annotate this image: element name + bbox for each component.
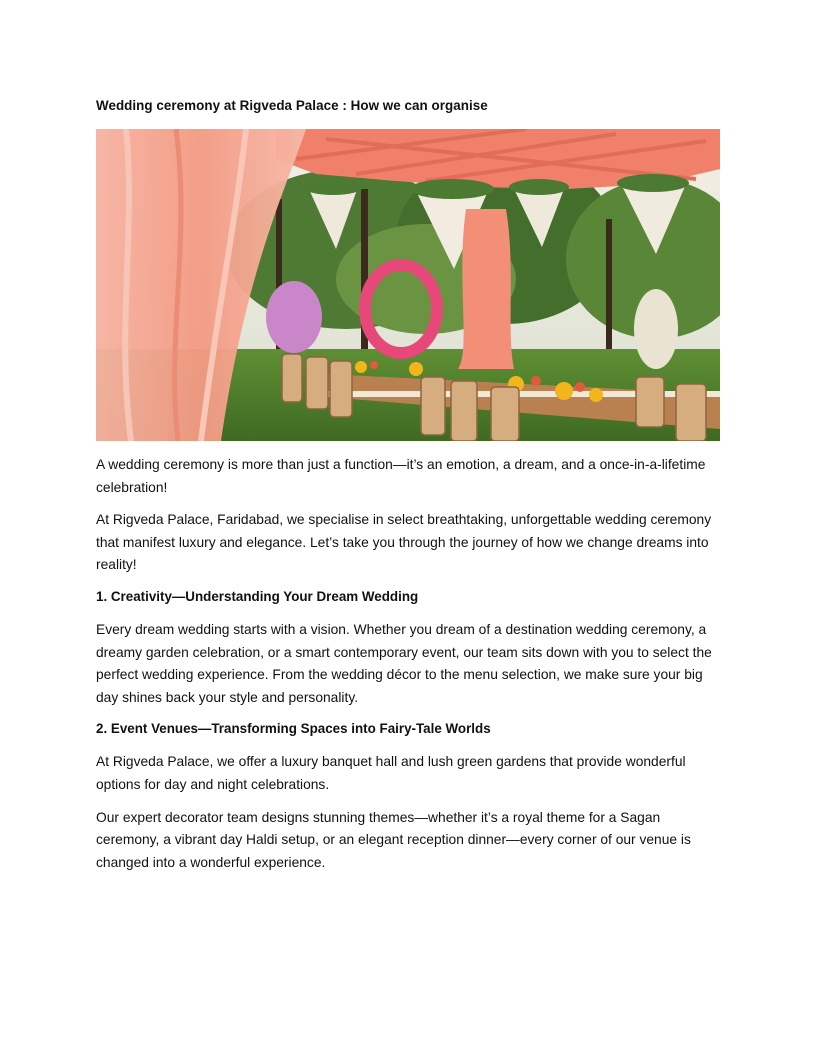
section-paragraph: Every dream wedding starts with a vision. Whether you dream of a destination wedding ceremony, a dreamy garden celebration, or a smart contemporary event, our team sits down with you to select the perfect wedding experience. From the wedding décor to the menu selection, we make sure your big day shines back your style and personality. [96,621,712,705]
section-heading-creativity: 1. Creativity—Understanding Your Dream Wedding [96,588,419,604]
section-paragraph: Our expert decorator team designs stunning themes—whether it’s a royal theme for a Sagan ceremony, a vibrant day Haldi setup, or an elegant reception dinner—every corner of our venue is changed into a wonderful experience. [96,809,691,870]
intro-paragraph: At Rigveda Palace, Faridabad, we specialise in select breathtaking, unforgettable wedding ceremony that manifest luxury and elegance. Let’s take you through the journey of how we change dreams into reality! [96,512,712,573]
document-page [96,96,720,884]
document-title: Wedding ceremony at Rigveda Palace : How we can organise [96,98,488,113]
intro-paragraph: A wedding ceremony is more than just a function—it’s an emotion, a dream, and a once-in-a-lifetime celebration! [96,457,706,495]
wedding-garden-photo [96,129,720,441]
section-heading-event-venues: 2. Event Venues—Transforming Spaces into Fairy-Tale Worlds [96,721,491,737]
section-paragraph: At Rigveda Palace, we offer a luxury banquet hall and lush green gardens that provide wonderful options for day and night celebrations. [96,754,686,792]
